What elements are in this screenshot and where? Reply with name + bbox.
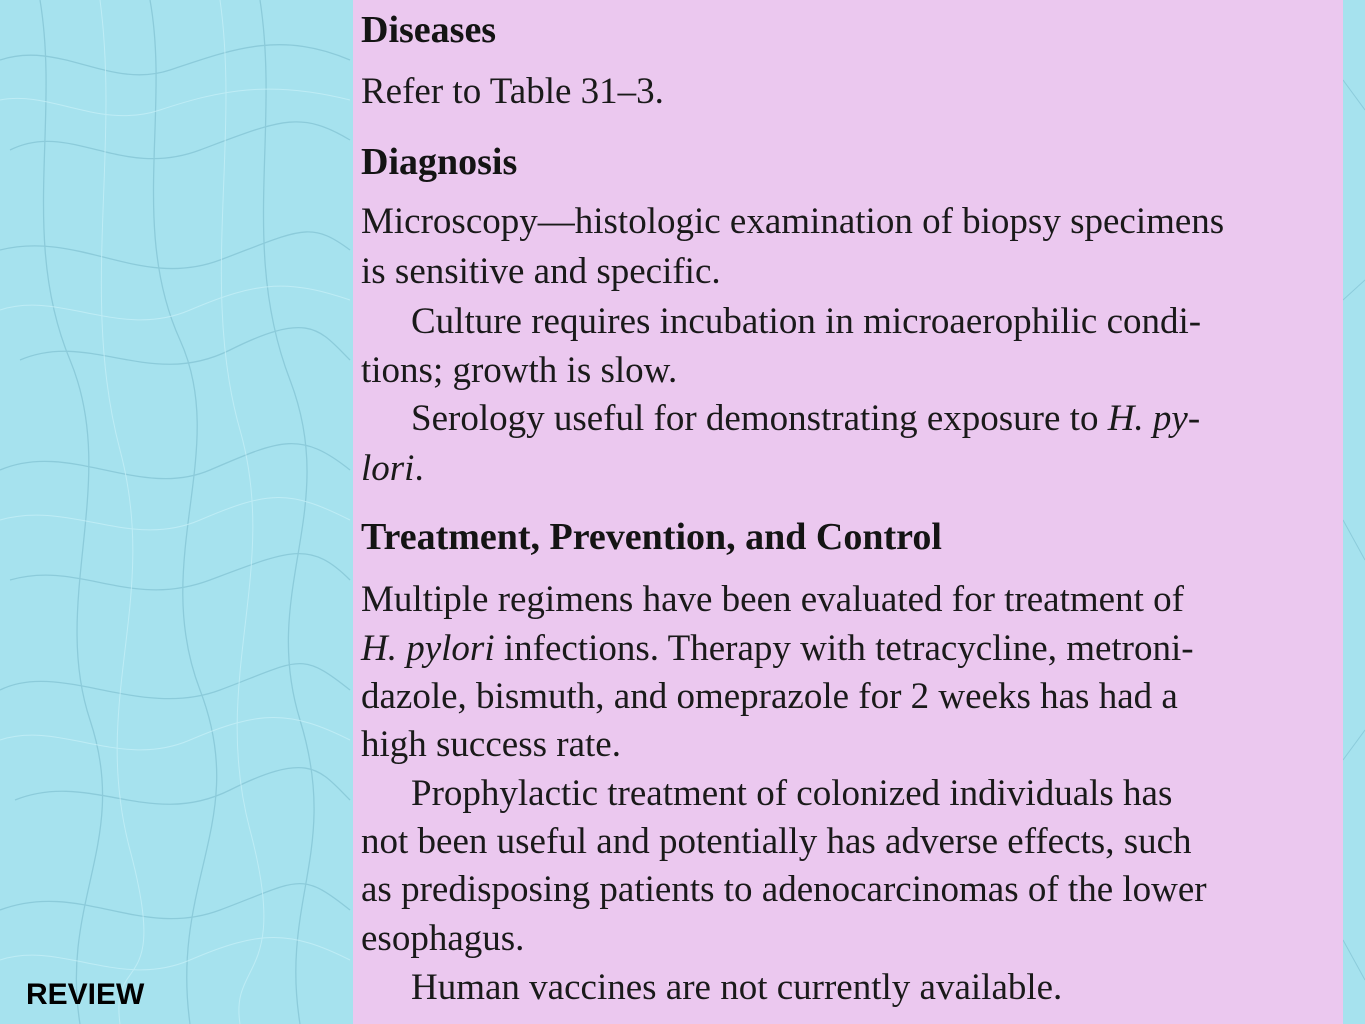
treatment-line: Human vaccines are not currently available. xyxy=(411,967,1063,1008)
treatment-line: Prophylactic treatment of colonized individuals has xyxy=(411,773,1173,814)
diagnosis-text: Serology useful for demonstrating exposure to xyxy=(411,398,1108,439)
diagnosis-line xyxy=(361,447,424,490)
organism-name: H. py- xyxy=(1107,398,1201,439)
treatment-line: not been useful and potentially has adverse effects, such xyxy=(361,821,1192,862)
treatment-heading: Treatment, Prevention, and Control xyxy=(361,516,942,558)
diagnosis-line: tions; growth is slow. xyxy=(361,350,678,391)
diagnosis-line: is sensitive and specific. xyxy=(361,251,721,292)
diagnosis-heading: Diagnosis xyxy=(361,141,518,183)
treatment-line: as predisposing patients to adenocarcinomas of the lower xyxy=(361,869,1207,910)
diagnosis-line: Microscopy—histologic examination of biopsy specimens xyxy=(361,201,1225,242)
treatment-text: infections. Therapy with tetracycline, metroni- xyxy=(494,628,1194,669)
diseases-text: Refer to Table 31–3. xyxy=(361,71,664,112)
textbook-page xyxy=(353,0,1343,1024)
treatment-line: Multiple regimens have been evaluated for treatment of xyxy=(361,579,1184,620)
diagnosis-line xyxy=(411,397,1200,440)
organism-name: lori xyxy=(361,448,415,489)
treatment-line: dazole, bismuth, and omeprazole for 2 weeks has had a xyxy=(361,676,1178,717)
treatment-line xyxy=(361,627,1194,670)
diagnosis-line: Culture requires incubation in microaerophilic condi- xyxy=(411,301,1202,342)
treatment-line: high success rate. xyxy=(361,724,621,765)
diagnosis-text: . xyxy=(414,448,424,489)
diseases-heading: Diseases xyxy=(361,9,497,51)
organism-name: H. pylori xyxy=(361,628,495,669)
review-label: REVIEW xyxy=(26,978,145,1011)
treatment-line: esophagus. xyxy=(361,918,525,959)
